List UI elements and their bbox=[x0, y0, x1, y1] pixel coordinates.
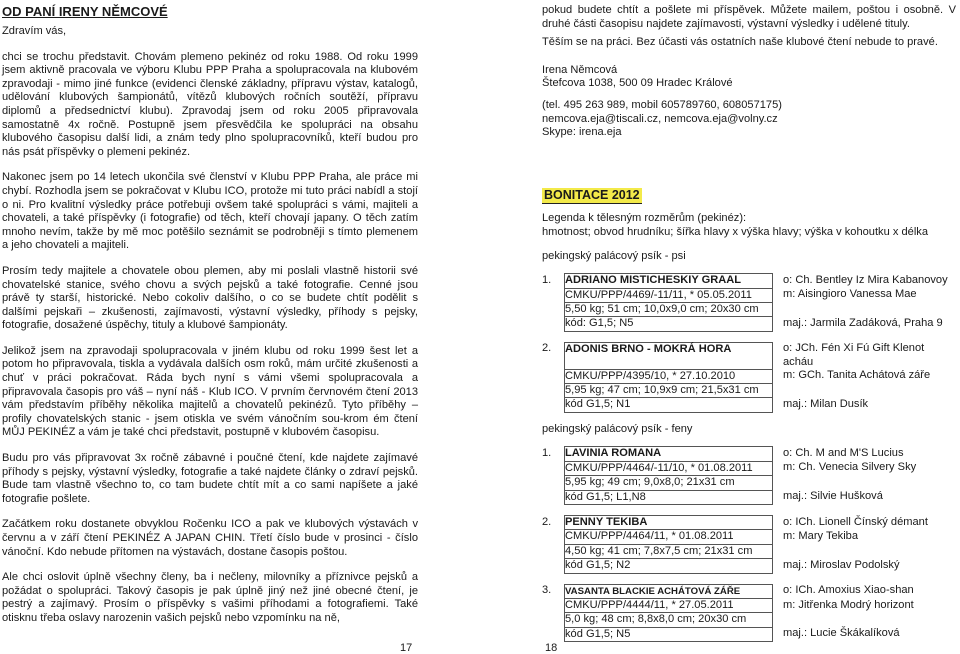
dog-code: kód: G1,5; N5 bbox=[565, 317, 773, 331]
dog-breeder: o: Ch. Bentley Iz Mira Kabanovoy bbox=[783, 273, 948, 286]
table-row bbox=[542, 559, 956, 573]
dog-code: kód G1,5; N5 bbox=[565, 627, 773, 641]
dog-number: 1. bbox=[542, 446, 552, 459]
dog-owner: maj.: Lucie Škákalíková bbox=[783, 627, 900, 640]
females-table bbox=[542, 446, 956, 642]
table-row bbox=[542, 447, 956, 461]
dog-number: 2. bbox=[542, 342, 552, 355]
dog-measures: 5,50 kg; 51 cm; 10,0x9,0 cm; 20x30 cm bbox=[565, 302, 773, 316]
section-females: pekingský palácový psík - feny bbox=[542, 422, 693, 435]
signature-name: Irena Němcová bbox=[542, 63, 618, 76]
dog-name-text: PENNY TEKIBA bbox=[565, 516, 648, 528]
dog-reg: CMKU/PPP/4469/-11/11, * 05.05.2011 bbox=[565, 288, 773, 302]
dog-number: 3. bbox=[542, 584, 552, 597]
dog-owner: maj.: Jarmila Zadáková, Praha 9 bbox=[783, 316, 943, 329]
dog-reg: CMKU/PPP/4444/11, * 27.05.2011 bbox=[565, 599, 773, 613]
dog-number: 1. bbox=[542, 273, 552, 286]
dog-breeder: o: Ch. M and M'S Lucius bbox=[783, 446, 904, 459]
greeting: Zdravím vás, bbox=[2, 25, 67, 37]
dog-mother: m: Jitřenka Modrý horizont bbox=[783, 598, 914, 611]
table-row bbox=[542, 369, 956, 383]
dog-breeder: o: ICh. Amoxius Xiao-shan bbox=[783, 584, 914, 597]
dog-breeder: o: ICh. Lionell Čínský démant bbox=[783, 515, 928, 528]
right-page bbox=[542, 0, 956, 642]
dog-measures: 5,95 kg; 47 cm; 10,9x9 cm; 21,5x31 cm bbox=[565, 383, 773, 397]
legend-line-2: hmotnost; obvod hrudníku; šířka hlavy x výška hlavy; výška v kohoutku x délka bbox=[542, 225, 929, 238]
table-row bbox=[542, 383, 956, 397]
signature-address: Štefcova 1038, 500 09 Hradec Králové bbox=[542, 77, 733, 90]
dog-mother: m: Mary Tekiba bbox=[783, 529, 859, 542]
dog-reg: CMKU/PPP/4395/10, * 27.10.2010 bbox=[565, 369, 773, 383]
dog-name bbox=[565, 584, 773, 598]
table-row bbox=[542, 302, 956, 316]
dog-mother: m: GCh. Tanita Achátová záře bbox=[783, 369, 931, 382]
section-males: pekingský palácový psík - psi bbox=[542, 249, 686, 262]
dog-number: 2. bbox=[542, 515, 552, 528]
table-row bbox=[542, 584, 956, 598]
table-row bbox=[542, 544, 956, 558]
left-page bbox=[2, 0, 418, 626]
dog-measures: 5,95 kg; 49 cm; 9,0x8,0; 21x31 cm bbox=[565, 476, 773, 490]
signature-email[interactable]: nemcova.eja@tiscali.cz, nemcova.eja@volny.cz bbox=[542, 112, 778, 125]
dog-breeder: o: JCh. Fén Xi Fú Gift Klenot acháu bbox=[783, 342, 925, 368]
dog-name bbox=[565, 274, 773, 288]
dog-reg: CMKU/PPP/4464/-11/10, * 01.08.2011 bbox=[565, 461, 773, 475]
dog-measures: 5,0 kg; 48 cm; 8,8x8,0 cm; 20x30 cm bbox=[565, 613, 773, 627]
table-row bbox=[542, 288, 956, 302]
dog-owner: maj.: Silvie Hušková bbox=[783, 490, 883, 503]
table-row bbox=[542, 490, 956, 504]
males-table bbox=[542, 273, 956, 413]
dog-measures: 4,50 kg; 41 cm; 7,8x7,5 cm; 21x31 cm bbox=[565, 544, 773, 558]
dog-owner: maj.: Milan Dusík bbox=[783, 397, 869, 410]
right-paragraph-1: pokud budete chtít a pošlete mi příspěvek. Můžete mailem, poštou i osobně. V druhé části časopisu najdete zajímavosti, výstavní výsledky i udělené tituly. bbox=[542, 4, 956, 30]
dog-mother: m: Aisingioro Vanessa Mae bbox=[783, 288, 917, 301]
legend-line-1: Legenda k tělesným rozměrům (pekinéz): bbox=[542, 212, 747, 225]
table-row bbox=[542, 461, 956, 475]
paragraph-3: Prosím tedy majitele a chovatele obou plemen, aby mi poslali vlastně historii své chovatelské stanice, svého chovu a svých pejsků a také fotografie. Cenné jsou právě ty starší, historické. Nebo cokoliv dalšího, o co se budete chtít podělit s dalšími pejskaři – zkušenosti, zajímavosti, výstavní výsledky, příhody s pejsky, fotografie, dosažené úspěchy, tituly a klubové šampionáty. bbox=[2, 264, 418, 332]
page-number-right: 18 bbox=[545, 642, 558, 654]
table-row bbox=[542, 398, 956, 412]
table-row bbox=[542, 476, 956, 490]
paragraph-4: Jelikož jsem na zpravodaji spolupracovala v jiném klubu od roku 1999 šest let a potom ho připravovala, tiskla a vydávala dalších osm roků, mám určité zkušenosti a chuť v práci pokračovat. Ráda bych nyní s vámi všemi spolupracovala a připravovala časopis pro váš – nyní náš - Klub ICO. V prvním červnovém čtení 2013 vám představím příběhy několika majitelů a chovatelů pekinézů. Tyto příběhy – profily chovatelských stanic - jsem otiskla ve svém vánočním sou-krom ém čtení MŮJ PEKINÉZ a vám je také chci představit, postupně v klubovém časopisu. bbox=[2, 344, 418, 439]
table-row bbox=[542, 274, 956, 288]
dog-name bbox=[565, 516, 773, 530]
article-title: OD PANÍ IRENY NĚMCOVÉ bbox=[2, 4, 168, 19]
dog-reg: CMKU/PPP/4464/11, * 01.08.2011 bbox=[565, 530, 773, 544]
table-row bbox=[542, 516, 956, 530]
dog-code: kód G1,5; N1 bbox=[565, 398, 773, 412]
table-row bbox=[542, 613, 956, 627]
table-row bbox=[542, 530, 956, 544]
page-number-left: 17 bbox=[400, 642, 413, 654]
paragraph-1: chci se trochu představit. Chovám plemeno pekinéz od roku 1988. Od roku 1999 jsem aktivně pracovala ve výboru Klubu PPP Praha a spolupracovala na klubovém zpravodaji - mimo jiné funkce (evidenci členské základny, přípravu výstav, katalogů, udělování klubových šampionátů, vítězů klubových ročních soutěží, přípravu diplomů a předsednictví klubu). Zpravodaj jsem od roku 2005 připravovala samostatně 4x ročně. Postupně jsem přesvědčila ke spolupráci na obsahu klubového časopisu další lidi, a znám tedy plno spolupracovníků, kteří budou pro nás psát příspěvky o plemeni pekinéz. bbox=[2, 50, 418, 158]
table-row bbox=[542, 627, 956, 641]
dog-code: kód G1,5; L1,N8 bbox=[565, 490, 773, 504]
signature-skype: Skype: irena.eja bbox=[542, 126, 622, 139]
right-paragraph-2: Těším se na práci. Bez účasti vás ostatních naše klubové čtení nebude to pravé. bbox=[542, 36, 938, 49]
dog-name bbox=[565, 342, 773, 369]
table-row bbox=[542, 342, 956, 369]
paragraph-6: Začátkem roku dostanete obvyklou Ročenku ICO a pak ve klubových výstavách v červnu a v září čtení PEKINÉZ A JAPAN CHIN. Třetí číslo bude v prosinci - číslo vánoční. Kdo nebude přítomen na výstavách, dostane časopis poštou. bbox=[2, 518, 418, 558]
table-row bbox=[542, 317, 956, 331]
dog-name-text: VASANTA BLACKIE ACHÁTOVÁ ZÁŘE bbox=[565, 585, 741, 597]
dog-name-text: LAVINIA ROMANA bbox=[565, 447, 662, 460]
dog-name-text: ADONIS BRNO - MOKRÁ HORA bbox=[565, 342, 732, 355]
paragraph-2: Nakonec jsem po 14 letech ukončila své členství v Klubu PPP Praha, ale práce mi chybí. Rozhodla jsem se pokračovat v Klubu ICO, protože mi tuto práci nabídl a stojí o ni. Pro kvalitní výsledky práce potřebuji ovšem také spolupráci s vámi, majiteli a chovateli, a také příspěvky (i fotografie) od těch, kteří chovají japany. O těch zatím mnoho nevím, takže by mě moc potěšilo seznámit se podrobněji s tímto plemenem a jeho chovateli a majiteli. bbox=[2, 171, 418, 252]
table-row bbox=[542, 599, 956, 613]
signature-phone: (tel. 495 263 989, mobil 605789760, 608057175) bbox=[542, 98, 782, 111]
dog-code: kód G1,5; N2 bbox=[565, 559, 773, 573]
paragraph-5: Budu pro vás připravovat 3x ročně zábavné i poučné čtení, kde najdete zajímavé příhody s pejsky, výstavní výsledky, fotografie a také najdete články o zdraví pejsků. Bude tam vlastně všechno to, co tam budete chtít mít a co sami napíšete a jaké fotografie pošlete. bbox=[2, 452, 418, 505]
dog-owner: maj.: Miroslav Podolský bbox=[783, 558, 900, 571]
bonitace-title: BONITACE 2012 bbox=[542, 188, 642, 205]
dog-name-text: ADRIANO MISTICHESKIY GRAAL bbox=[565, 274, 742, 287]
paragraph-7: Ale chci oslovit úplně všechny členy, ba i nečleny, milovníky a příznivce pejsků a požádat o spolupráci. Takový časopis je pak úplně jiný než jiné obecné čtení, je pestrý a zajímavý. Prosím o příspěvky s vašimi příhodami a fotografiemi. Také otisknu třeba oslavy narozenin vašich pejsků nebo vzpomínku na ně, bbox=[2, 571, 418, 624]
dog-name bbox=[565, 447, 773, 461]
dog-mother: m: Ch. Venecia Silvery Sky bbox=[783, 461, 917, 474]
